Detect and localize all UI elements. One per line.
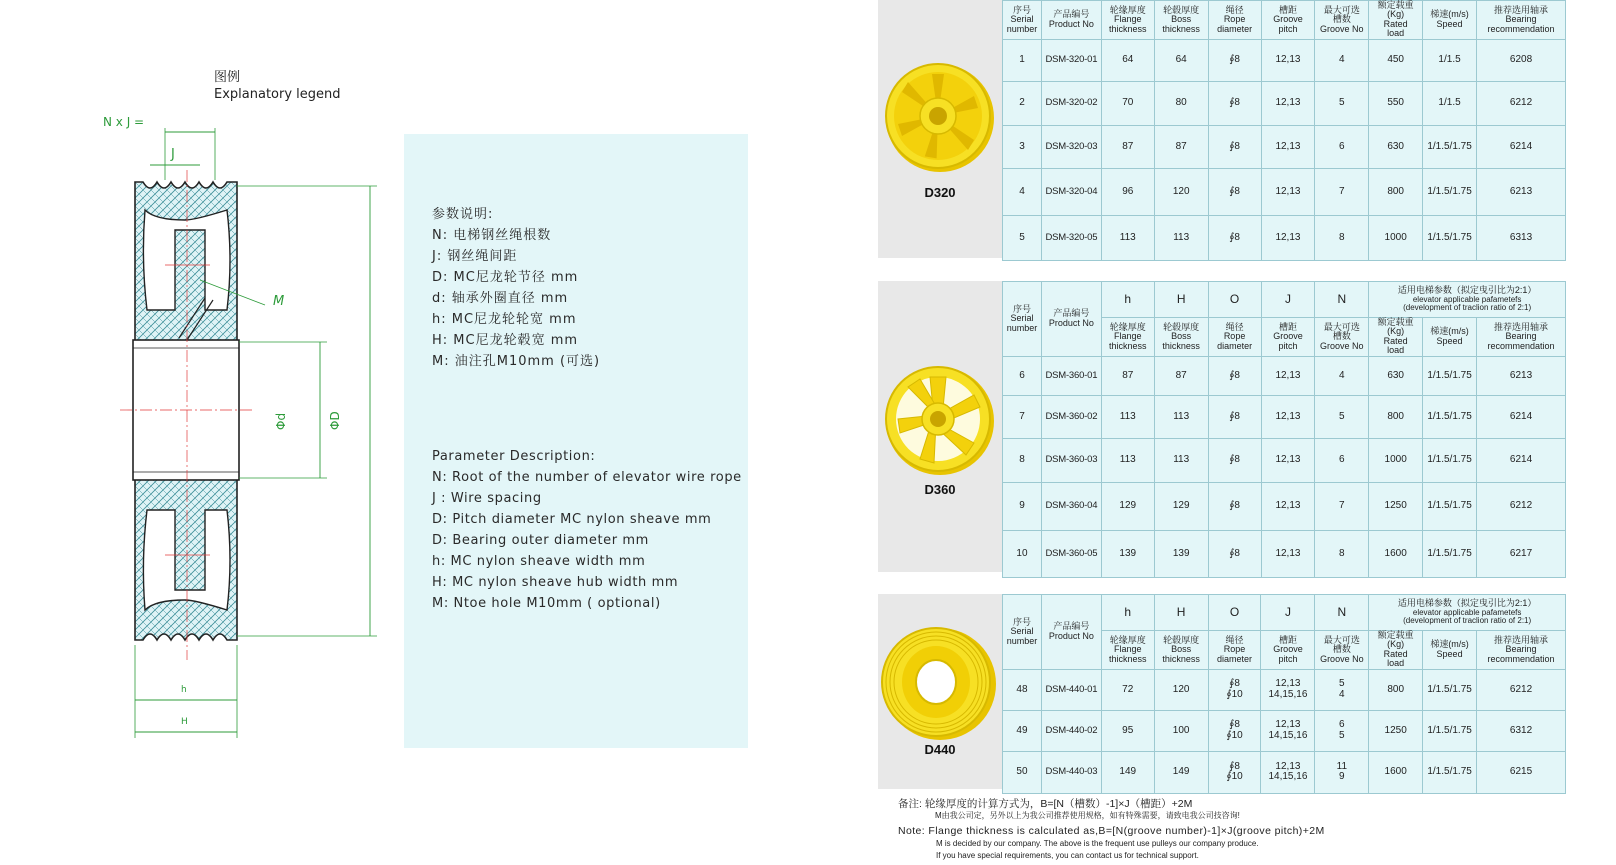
table-row: 5 DSM-320-05 113 113 ∮8 12,13 8 1000 1/1.5/1.75 6313	[1003, 215, 1566, 260]
product-label-d360: D360	[924, 482, 956, 497]
product-label-d320: D320	[924, 185, 956, 200]
hdr-product: 产品编号 Product No	[1041, 282, 1101, 357]
param-cn-line: d: 轴承外圈直径 mm	[432, 291, 569, 306]
param-en-heading: Parameter Description:	[432, 449, 596, 464]
hdr-serial: 序号 Serial number	[1003, 282, 1042, 357]
hdr-pitch: 槽距 Groove pitch	[1261, 631, 1315, 670]
spec-table-d320	[1002, 0, 1566, 261]
h-label: h	[181, 685, 187, 695]
hdr-load: 额定载重(Kg) Rated load	[1369, 1, 1423, 40]
hdr-boss: 轮毂厚度 Boss thickness	[1154, 1, 1208, 40]
table-row: 4 DSM-320-04 96 120 ∮8 12,13 7 800 1/1.5/1.75 6213	[1003, 168, 1566, 215]
sym-O: O	[1208, 282, 1261, 318]
param-cn-line: h: MC尼龙轮轮宽 mm	[432, 312, 577, 327]
sym-h: h	[1101, 282, 1154, 318]
param-en-line: J : Wire spacing	[432, 491, 542, 506]
parameters-chinese	[432, 204, 600, 372]
sym-J: J	[1261, 595, 1315, 631]
pitch-diameter-label: ΦD	[328, 411, 342, 430]
spec-table-d440	[1002, 594, 1566, 794]
note-en-main: Note: Flange thickness is calculated as,B=[N(groove number)-1]×J(groove pitch)+2M	[898, 825, 1325, 837]
hdr-load: 额定载重(Kg) Rated load	[1369, 318, 1423, 357]
hdr-flange: 轮缘厚度 Flange thickness	[1101, 631, 1154, 670]
hdr-pitch: 槽距 Groove pitch	[1261, 318, 1315, 357]
product-block-d360	[878, 281, 1566, 572]
hdr-elevator: 适用电梯参数（拟定曳引比为2:1） elevator applicable pafametefs (development of traclion ratio of 2:1)	[1369, 595, 1566, 631]
table-row: 2 DSM-320-02 70 80 ∮8 12,13 5 550 1/1.5 6212	[1003, 81, 1566, 125]
H-label: H	[181, 717, 188, 727]
hdr-bearing: 推荐选用轴承 Bearing recommendation	[1477, 318, 1566, 357]
hdr-flange: 轮缘厚度 Flange thickness	[1101, 1, 1154, 40]
param-cn-line: M: 油注孔M10mm (可选)	[432, 354, 601, 369]
bearing-diameter-label: Φd	[274, 412, 288, 430]
param-cn-line: D: MC尼龙轮节径 mm	[432, 270, 579, 285]
legend-title: 图例	[214, 70, 241, 85]
param-en-line: H: MC nylon sheave hub width mm	[432, 575, 679, 590]
param-en-line: D: Bearing outer diameter mm	[432, 533, 649, 548]
param-cn-line: N: 电梯钢丝绳根数	[432, 228, 552, 243]
hdr-grooves: 最大可选 槽数 Groove No	[1315, 631, 1369, 670]
hdr-product: 产品编号 Product No	[1041, 595, 1101, 670]
table-row: 50 DSM-440-03 149 149 ∮8 ∮10 12,13 14,15,16 11 9 1600 1/1.5/1.75 6215	[1003, 751, 1566, 793]
hdr-speed: 梯速(m/s) Speed	[1423, 631, 1477, 670]
table-row: 10 DSM-360-05 139 139 ∮8 12,13 8 1600 1/1.5/1.75 6217	[1003, 530, 1566, 577]
table-row: 7 DSM-360-02 113 113 ∮8 12,13 5 800 1/1.5/1.75 6214	[1003, 395, 1566, 438]
table-row: 49 DSM-440-02 95 100 ∮8 ∮10 12,13 14,15,16 6 5 1250 1/1.5/1.75 6312	[1003, 710, 1566, 751]
sym-O: O	[1208, 595, 1261, 631]
note-cn-main: 备注: 轮缘厚度的计算方式为，B=[N（槽数）-1]×J（槽距）+2M	[898, 798, 1193, 810]
hdr-serial: 序号 Serial number	[1003, 1, 1042, 40]
j-label: J	[171, 147, 175, 162]
note-en-sub: M is decided by our company. The above is the frequent use pulleys our company produce.	[936, 839, 1259, 848]
hdr-grooves: 最大可选 槽数 Groove No	[1315, 318, 1369, 357]
table-row: 48 DSM-440-01 72 120 ∮8 ∮10 12,13 14,15,16 5 4 800 1/1.5/1.75 6212	[1003, 669, 1566, 710]
note-cn-sub: M由我公司定，另外以上为我公司推荐使用规格，如有特殊需要，请致电我公司技咨询!	[935, 811, 1240, 820]
table-row: 6 DSM-360-01 87 87 ∮8 12,13 4 630 1/1.5/1.75 6213	[1003, 356, 1566, 395]
sheave-photo-d360	[878, 281, 1002, 572]
param-en-line: h: MC nylon sheave width mm	[432, 554, 646, 569]
param-cn-line: J: 钢丝绳间距	[432, 249, 518, 264]
hdr-flange: 轮缘厚度 Flange thickness	[1101, 318, 1154, 357]
spec-table-d360	[1002, 281, 1566, 578]
sheave-photo-d440	[878, 594, 1002, 789]
param-en-line: D: Pitch diameter MC nylon sheave mm	[432, 512, 712, 527]
nj-label: N x J =	[103, 115, 145, 129]
hdr-grooves: 最大可选 槽数 Groove No	[1315, 1, 1369, 40]
parameter-description-panel	[404, 134, 748, 748]
param-cn-line: H: MC尼龙轮毂宽 mm	[432, 333, 579, 348]
hdr-bearing: 推荐选用轴承 Bearing recommendation	[1477, 1, 1566, 40]
hdr-product: 产品编号 Product No	[1041, 1, 1101, 40]
hdr-speed: 梯速(m/s) Speed	[1423, 318, 1477, 357]
m-label: M	[273, 294, 285, 309]
table-row: 9 DSM-360-04 129 129 ∮8 12,13 7 1250 1/1.5/1.75 6212	[1003, 482, 1566, 530]
hdr-speed: 梯速(m/s) Speed	[1423, 1, 1477, 40]
param-en-line: N: Root of the number of elevator wire rope	[432, 470, 742, 485]
product-block-d320	[878, 0, 1566, 258]
hdr-pitch: 槽距 Groove pitch	[1261, 1, 1315, 40]
sym-H: H	[1154, 282, 1208, 318]
sym-h: h	[1101, 595, 1154, 631]
param-en-line: M: Ntoe hole M10mm ( optional)	[432, 596, 661, 611]
hdr-rope: 绳径 Rope diameter	[1208, 318, 1261, 357]
hdr-boss: 轮毂厚度 Boss thickness	[1154, 318, 1208, 357]
param-cn-heading: 参数说明:	[432, 207, 494, 222]
hdr-rope: 绳径 Rope diameter	[1208, 631, 1261, 670]
hdr-bearing: 推荐选用轴承 Bearing recommendation	[1477, 631, 1566, 670]
table-row: 1 DSM-320-01 64 64 ∮8 12,13 4 450 1/1.5 6208	[1003, 39, 1566, 81]
sym-N: N	[1315, 595, 1369, 631]
table-row: 8 DSM-360-03 113 113 ∮8 12,13 6 1000 1/1.5/1.75 6214	[1003, 438, 1566, 482]
product-label-d440: D440	[924, 742, 956, 757]
hdr-elevator: 适用电梯参数（拟定曳引比为2:1） elevator applicable pafametefs (development of traclion ratio of 2:1)	[1369, 282, 1566, 318]
sheave-photo-d320	[878, 0, 1002, 258]
sym-H: H	[1154, 595, 1208, 631]
note-en-sub: If you have special requirements, you can contact us for technical support.	[936, 851, 1199, 860]
sym-N: N	[1315, 282, 1369, 318]
hdr-serial: 序号 Serial number	[1003, 595, 1042, 670]
table-row: 3 DSM-320-03 87 87 ∮8 12,13 6 630 1/1.5/1.75 6214	[1003, 125, 1566, 168]
sym-J: J	[1261, 282, 1315, 318]
notes-section	[898, 796, 1325, 863]
hdr-boss: 轮毂厚度 Boss thickness	[1154, 631, 1208, 670]
sheave-cross-section-drawing	[95, 110, 405, 770]
parameters-english	[432, 446, 742, 614]
hdr-load: 额定载重(Kg) Rated load	[1369, 631, 1423, 670]
hdr-rope: 绳径 Rope diameter	[1208, 1, 1261, 40]
product-block-d440	[878, 594, 1566, 789]
legend-subtitle: Explanatory legend	[214, 87, 341, 102]
